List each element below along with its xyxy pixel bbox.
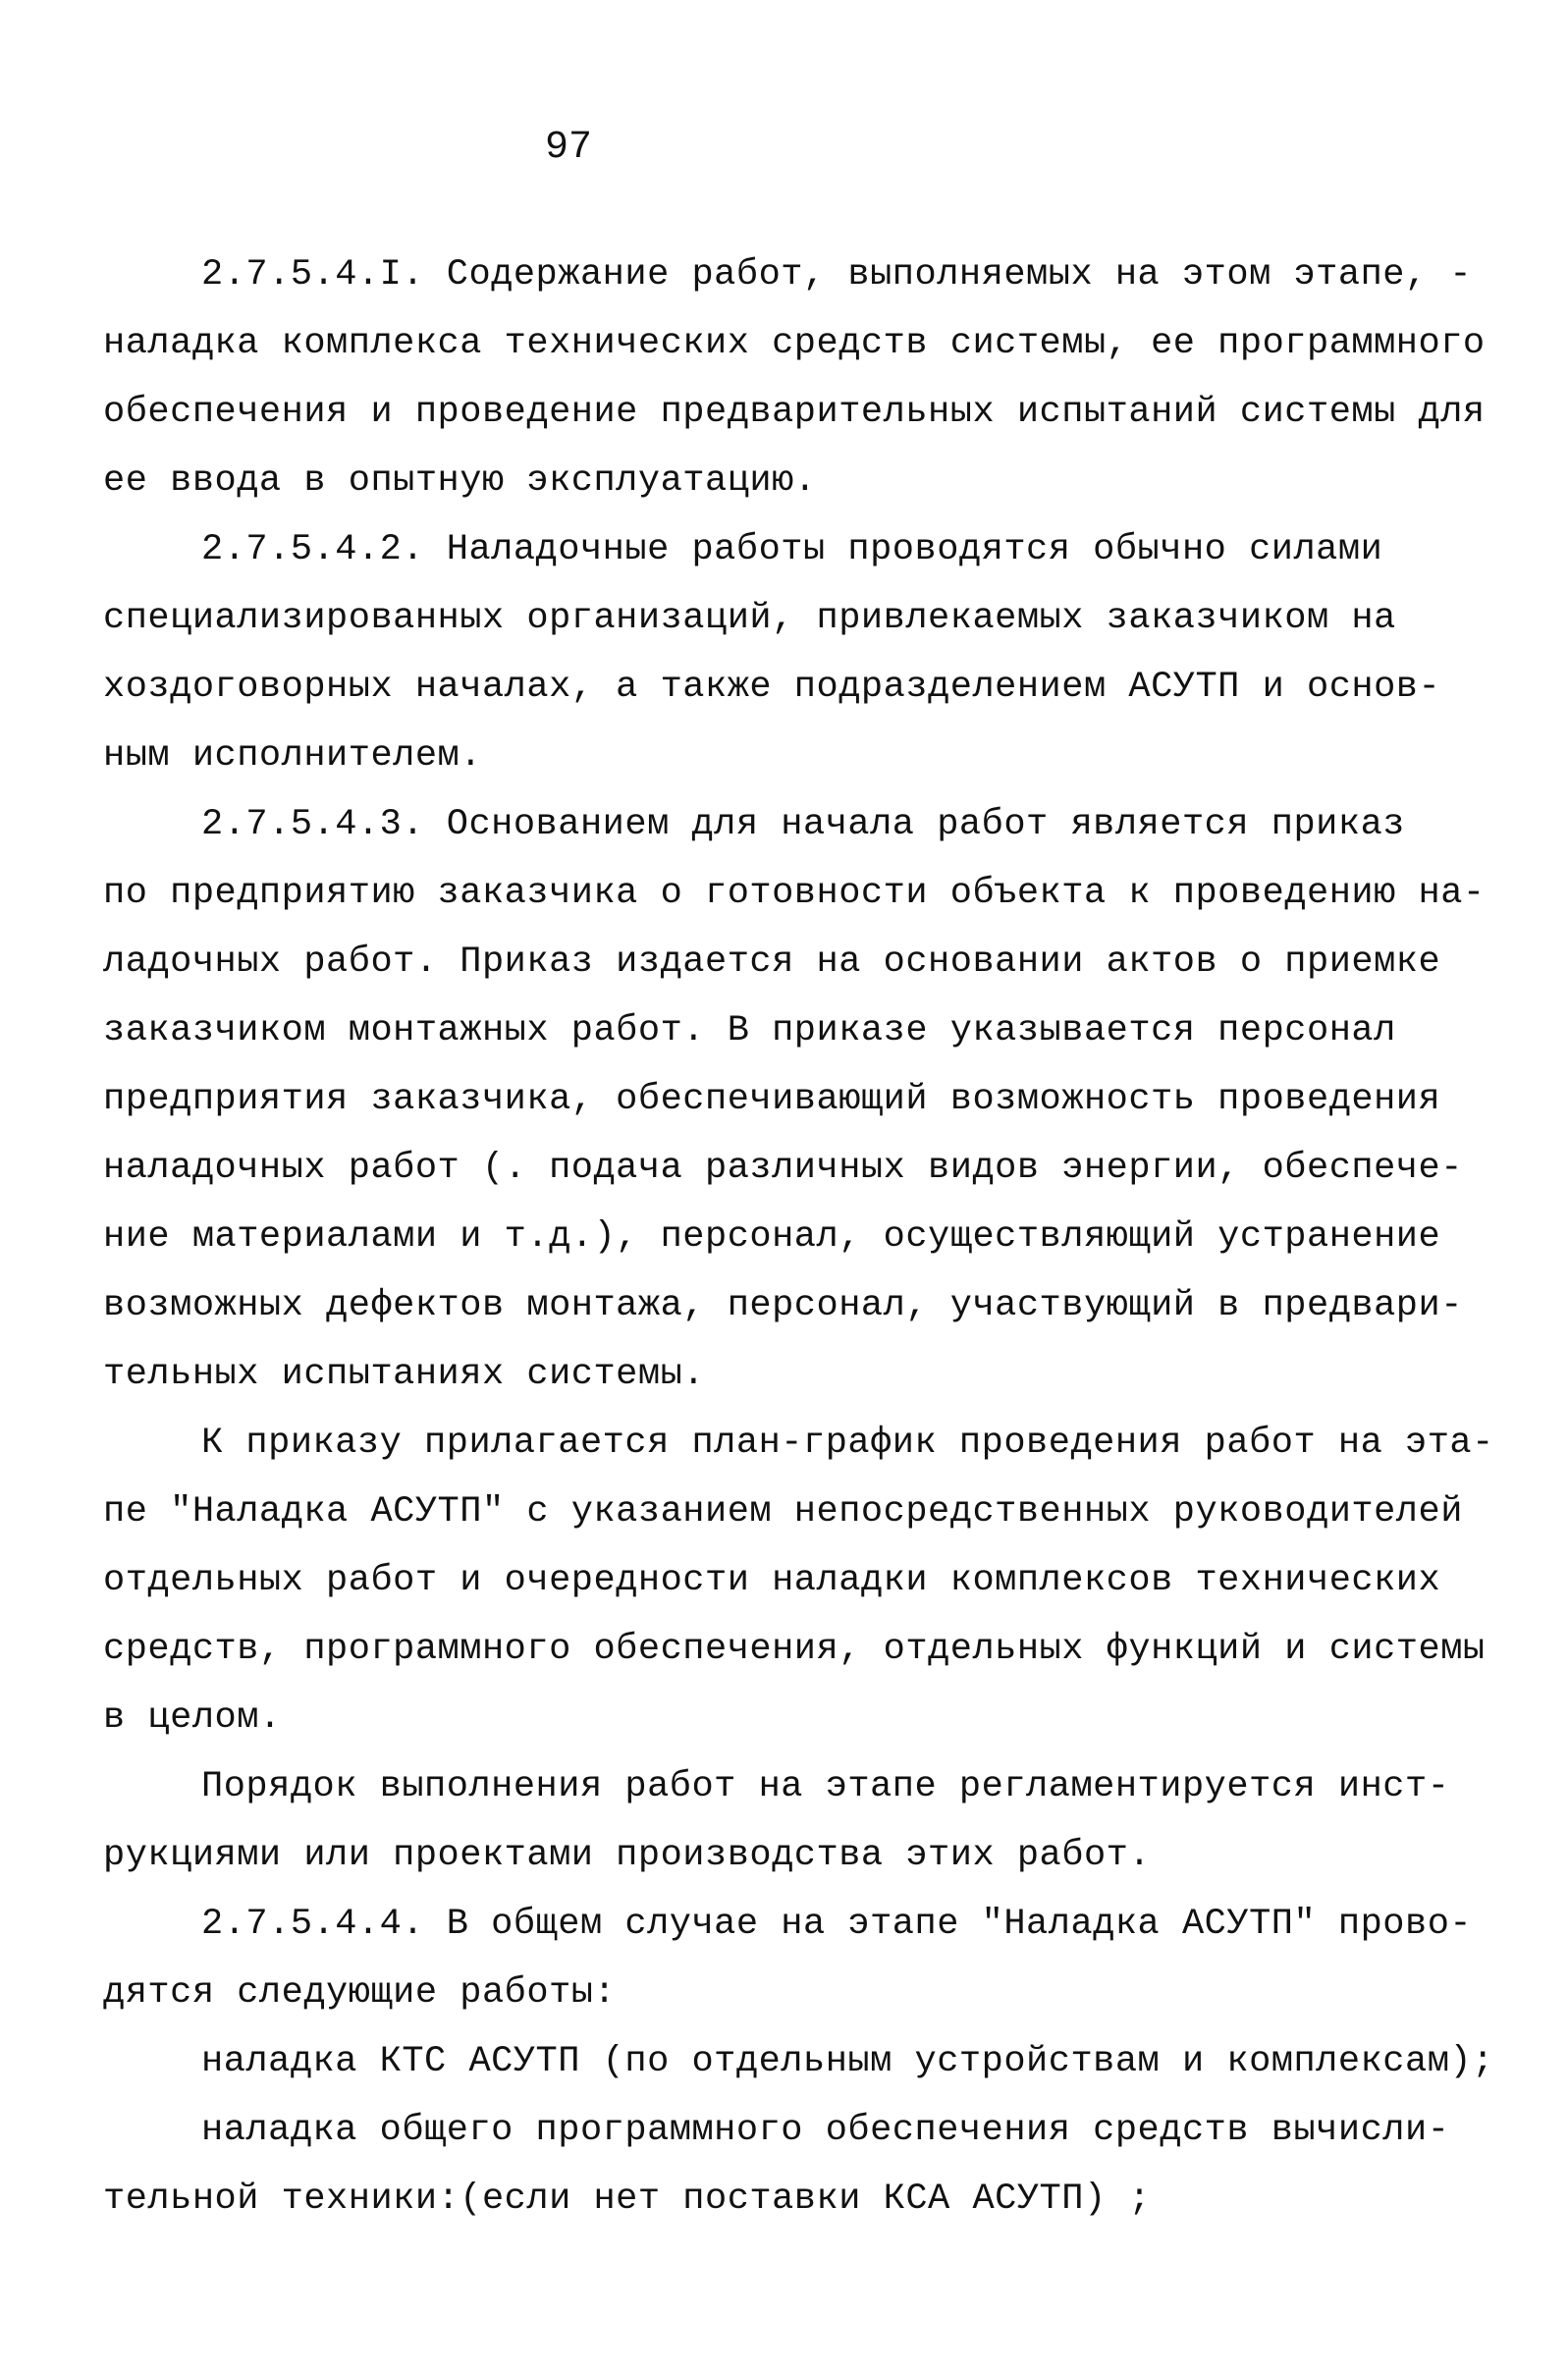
list-item-continuation: тельной техники:(если нет поставки КСА АСУТП) ; (103, 2179, 1152, 2220)
page-number: 97 (545, 126, 593, 170)
paragraph-line: 2.7.5.4.2. Наладочные работы проводятся обычно силами (201, 529, 1383, 570)
paragraph-line: К приказу прилагается план-график проведения работ на эта- (201, 1423, 1494, 1464)
paragraph-line: ладочных работ. Приказ издается на основании актов о приемке (103, 942, 1441, 983)
paragraph-line: 2.7.5.4.4. В общем случае на этапе "Наладка АСУТП" прово- (201, 1904, 1473, 1945)
paragraph-line: предприятия заказчика, обеспечивающий возможность проведения (103, 1079, 1441, 1120)
paragraph-line: ее ввода в опытную эксплуатацию. (103, 460, 817, 502)
paragraph-line: рукциями или проектами производства этих работ. (103, 1835, 1152, 1876)
paragraph-line: средств, программного обеспечения, отдельных функций и системы (103, 1629, 1486, 1670)
paragraph-line: заказчиком монтажных работ. В приказе указывается персонал (103, 1010, 1396, 1051)
paragraph-line: тельных испытаниях системы. (103, 1354, 705, 1395)
paragraph-line: ным исполнителем. (103, 735, 482, 777)
paragraph-line: обеспечения и проведение предварительных испытаний системы для (103, 392, 1486, 433)
paragraph-line: пе "Наладка АСУТП" с указанием непосредственных руководителей (103, 1491, 1463, 1533)
list-item: наладка общего программного обеспечения средств вычисли- (201, 2110, 1450, 2151)
paragraph-line: специализированных организаций, привлекаемых заказчиком на (103, 598, 1396, 639)
paragraph-line: Порядок выполнения работ на этапе регламентируется инст- (201, 1766, 1450, 1807)
paragraph-line: отдельных работ и очередности наладки комплексов технических (103, 1560, 1441, 1601)
paragraph-line: наладка комплекса технических средств системы, ее программного (103, 323, 1486, 364)
paragraph-line: по предприятию заказчика о готовности объекта к проведению на- (103, 873, 1486, 914)
paragraph-line: 2.7.5.4.I. Содержание работ, выполняемых на этом этапе, - (201, 254, 1473, 296)
paragraph-line: в целом. (103, 1697, 282, 1739)
list-item: наладка КТС АСУТП (по отдельным устройствам и комплексам); (201, 2041, 1494, 2082)
paragraph-line: наладочных работ (. подача различных видов энергии, обеспече- (103, 1148, 1463, 1189)
paragraph-line: дятся следующие работы: (103, 1972, 617, 2014)
paragraph-line: 2.7.5.4.3. Основанием для начала работ является приказ (201, 804, 1405, 845)
paragraph-line: возможных дефектов монтажа, персонал, участвующий в предвари- (103, 1285, 1463, 1326)
paragraph-line: ние материалами и т.д.), персонал, осуществляющий устранение (103, 1216, 1441, 1258)
paragraph-line: хоздоговорных началах, а также подразделением АСУТП и основ- (103, 667, 1441, 708)
